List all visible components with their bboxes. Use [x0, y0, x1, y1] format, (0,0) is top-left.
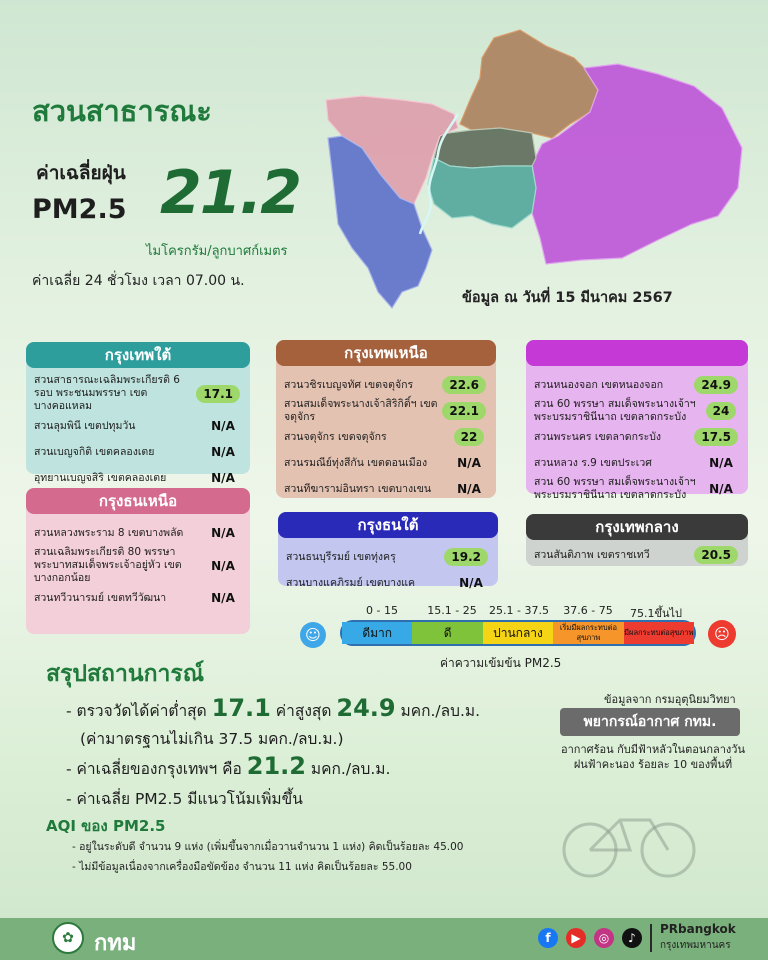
scale-range-label: 37.6 - 75: [563, 604, 613, 617]
station-value-cell: [206, 471, 240, 485]
station-row: [534, 372, 738, 398]
station-row: [284, 424, 486, 450]
summary-max-value: 24.9: [336, 694, 396, 722]
station-row: [34, 585, 240, 611]
station-row: [34, 413, 240, 439]
zone-rows-thon-north: [26, 514, 250, 617]
summary-min-value: 17.1: [211, 694, 271, 722]
summary-title: สรุปสถานการณ์: [46, 661, 205, 687]
zone-rows-east: [526, 366, 748, 508]
map-zone-south: [428, 158, 536, 228]
youtube-icon[interactable]: ▶: [566, 928, 586, 948]
station-value: 24: [706, 402, 737, 420]
summary-avg-value: 21.2: [246, 752, 306, 780]
station-name: สวนธนบุรีรมย์ เขตทุ่งครุ: [286, 550, 396, 563]
station-value: N/A: [709, 456, 733, 470]
station-value-cell: [704, 482, 738, 496]
summary-avg-unit: มคก./ลบ.ม.: [310, 760, 391, 778]
station-value-cell: [694, 548, 738, 562]
station-value: N/A: [211, 558, 235, 573]
scale-range-label: 25.1 - 37.5: [489, 604, 549, 617]
station-name: สวน 60 พรรษา สมเด็จพระนางเจ้าฯ พระบรมราชินีนาถ เขตลาดกระบัง: [534, 476, 696, 501]
station-value-cell: [452, 456, 486, 470]
zone-card-east: [526, 340, 748, 501]
weather-title: พยากรณ์อากาศ กทม.: [560, 708, 740, 736]
station-name: สวนวชิรเบญจทัศ เขตจตุจักร: [284, 378, 414, 391]
footer-divider: [650, 924, 652, 952]
station-name: สวนสันติภาพ เขตราชเทวี: [534, 548, 650, 561]
station-name: สวนรมณีย์ทุ่งสีกัน เขตดอนเมือง: [284, 456, 428, 469]
station-value-cell: [206, 559, 240, 573]
station-row: [534, 398, 738, 424]
station-value-cell: [206, 591, 240, 605]
aqi-row-nodata: - ไม่มีข้อมูลเนื่องจากเครื่องมือขัดข้อง จำนวน 11 แห่ง คิดเป็นร้อยละ 55.00: [72, 861, 412, 873]
bicycle-illustration: [560, 780, 700, 890]
station-row: [284, 476, 486, 502]
bma-logo: ✿: [52, 922, 84, 954]
station-name: สวนทีฆาราม่อินทรา เขตบางเขน: [284, 482, 432, 495]
date-label: ข้อมูล ณ วันที่ 15 มีนาคม 2567: [462, 290, 673, 306]
station-name: สวนทวีวนารมย์ เขตทวีวัฒนา: [34, 591, 167, 604]
station-name: สวน 60 พรรษา สมเด็จพระนางเจ้าฯ พระบรมราชินีนาถ เขตลาดกระบัง: [534, 398, 696, 423]
station-row: [534, 542, 738, 568]
weather-source: ข้อมูลจาก กรมอุตุนิยมวิทยา: [604, 693, 736, 706]
avg-value: 21.2: [160, 158, 301, 228]
pr-name: PRbangkok: [660, 922, 736, 936]
scale-range-label: 0 - 15: [366, 604, 398, 617]
station-value-cell: [444, 550, 488, 564]
station-value-cell: [452, 482, 486, 496]
scale-range-label: 75.1ขึ้นไป: [629, 607, 683, 620]
station-name: สวนพระนคร เขตลาดกระบัง: [534, 430, 662, 443]
station-value-cell: [454, 576, 488, 590]
instagram-icon[interactable]: ◎: [594, 928, 614, 948]
zone-card-thon-south: [278, 512, 498, 590]
summary-bullet-average: [66, 752, 390, 781]
scale-range-label: 15.1 - 25: [427, 604, 477, 617]
station-name: สวนจตุจักร เขตจตุจักร: [284, 430, 387, 443]
station-row: [284, 398, 486, 424]
aqi-scale-bar: [340, 620, 696, 646]
station-name: สวนสาธารณะเฉลิมพระเกียรติ 6 รอบ พระชนมพรรษา เขตบางคอแหลม: [34, 374, 180, 412]
station-value: N/A: [211, 445, 235, 459]
zone-rows-central: [526, 540, 748, 570]
zone-rows-north: [276, 366, 496, 508]
scale-level: ดี: [412, 622, 482, 644]
station-value-cell: [196, 387, 240, 401]
station-name: อุทยานเบญจสิริ เขตคลองเตย: [34, 471, 167, 484]
station-value: N/A: [211, 591, 235, 605]
zone-title-north: กรุงเทพเหนือ: [276, 340, 496, 366]
station-value: N/A: [457, 482, 481, 496]
zone-card-central: [526, 514, 748, 566]
scale-level: เริ่มมีผลกระทบต่อสุขภาพ: [553, 622, 623, 644]
station-value-cell: [442, 404, 486, 418]
station-row: [34, 546, 240, 585]
station-value: N/A: [457, 456, 481, 470]
station-value: N/A: [211, 471, 235, 485]
station-row: [34, 520, 240, 546]
summary-min-prefix: - ตรวจวัดได้ค่าต่ำสุด: [66, 702, 207, 720]
station-value: 20.5: [694, 546, 738, 564]
summary-max-label: ค่าสูงสุด: [275, 702, 332, 720]
station-value-cell: [452, 430, 486, 444]
bangkok-zone-map: [322, 28, 752, 298]
station-value: N/A: [211, 526, 235, 540]
page-title: สวนสาธารณะ: [32, 94, 212, 128]
station-value-cell: [704, 404, 738, 418]
station-row: [534, 424, 738, 450]
station-name: สวนเฉลิมพระเกียรติ 80 พรรษา พระบาทสมเด็จพระเจ้าอยู่หัว เขตบางกอกน้อย: [34, 546, 182, 584]
tiktok-icon[interactable]: ♪: [622, 928, 642, 948]
station-value-cell: [442, 378, 486, 392]
station-value: 17.1: [196, 385, 240, 403]
station-name: สวนสมเด็จพระนางเจ้าสิริกิติ์ฯ เขตจตุจักร: [284, 398, 438, 423]
summary-standard-note: (ค่ามาตรฐานไม่เกิน 37.5 มคก./ลบ.ม.): [80, 730, 344, 748]
station-value-cell: [206, 419, 240, 433]
weather-text: อากาศร้อน กับมีฟ้าหลัวในตอนกลางวัน ฝนฟ้าคะนอง ร้อยละ 10 ของพื้นที่: [561, 743, 745, 771]
station-value: 17.5: [694, 428, 738, 446]
station-row: [284, 372, 486, 398]
smiley-bad-icon: ☹: [708, 620, 736, 648]
zone-title-thon-north: กรุงธนเหนือ: [26, 488, 250, 514]
station-row: [284, 450, 486, 476]
smiley-good-icon: ☺: [300, 622, 326, 648]
station-name: สวนบางแคภิรมย์ เขตบางแค: [286, 576, 415, 589]
station-name: สวนหนองจอก เขตหนองจอก: [534, 378, 664, 391]
station-value: 22.1: [442, 402, 486, 420]
station-value: 24.9: [694, 376, 738, 394]
station-value-cell: [694, 430, 738, 444]
station-value-cell: [704, 456, 738, 470]
station-row: [34, 439, 240, 465]
station-name: สวนหลวง ร.9 เขตประเวศ: [534, 456, 652, 469]
station-name: สวนลุมพินี เขตปทุมวัน: [34, 419, 136, 432]
scale-caption: ค่าความเข้มข้น PM2.5: [440, 656, 562, 670]
scale-level: มีผลกระทบต่อสุขภาพ: [624, 622, 694, 644]
scale-level: ปานกลาง: [483, 622, 553, 644]
zone-card-thon-north: [26, 488, 250, 634]
pr-subtitle: กรุงเทพมหานคร: [660, 940, 731, 951]
station-name: สวนหลวงพระราม 8 เขตบางพลัด: [34, 526, 184, 539]
summary-bullet-trend: - ค่าเฉลี่ย PM2.5 มีแนวโน้มเพิ่มขึ้น: [66, 790, 303, 808]
station-value-cell: [206, 445, 240, 459]
station-value: 19.2: [444, 548, 488, 566]
zone-rows-thon-south: [278, 538, 498, 602]
pm-label: PM2.5: [32, 194, 127, 225]
station-row: [534, 476, 738, 502]
summary-range-unit: มคก./ลบ.ม.: [400, 702, 481, 720]
zone-title-central: กรุงเทพกลาง: [526, 514, 748, 540]
bma-logo-text: กทม: [94, 931, 137, 956]
unit-label: ไมโครกรัม/ลูกบาศก์เมตร: [146, 244, 288, 259]
scale-level: ดีมาก: [342, 622, 412, 644]
zone-card-south: [26, 342, 250, 485]
zone-title-south: กรุงเทพใต้: [26, 342, 250, 368]
avg-label: ค่าเฉลี่ยฝุ่น: [36, 162, 126, 184]
facebook-icon[interactable]: f: [538, 928, 558, 948]
zone-title-east: [526, 340, 748, 366]
zone-card-north: [276, 340, 496, 498]
station-value: N/A: [459, 576, 483, 590]
zone-title-thon-south: กรุงธนใต้: [278, 512, 498, 538]
aqi-title: AQI ของ PM2.5: [46, 817, 166, 835]
station-value-cell: [206, 526, 240, 540]
station-value: N/A: [709, 482, 733, 496]
zone-rows-south: [26, 368, 250, 497]
time-label: ค่าเฉลี่ย 24 ชั่วโมง เวลา 07.00 น.: [32, 273, 245, 289]
station-value-cell: [694, 378, 738, 392]
summary-avg-prefix: - ค่าเฉลี่ยของกรุงเทพฯ คือ: [66, 760, 242, 778]
station-row: [534, 450, 738, 476]
map-zone-central: [434, 128, 536, 168]
station-value: 22.6: [442, 376, 486, 394]
aqi-row-good: - อยู่ในระดับดี จำนวน 9 แห่ง (เพิ่มขึ้นจากเมื่อวานจำนวน 1 แห่ง) คิดเป็นร้อยละ 45.00: [72, 841, 464, 853]
station-value: 22: [454, 428, 485, 446]
station-name: สวนเบญจกิติ เขตคลองเตย: [34, 445, 155, 458]
station-row: [286, 570, 488, 596]
summary-bullet-range: [66, 694, 480, 723]
station-value: N/A: [211, 419, 235, 433]
station-row: [34, 374, 240, 413]
station-row: [286, 544, 488, 570]
